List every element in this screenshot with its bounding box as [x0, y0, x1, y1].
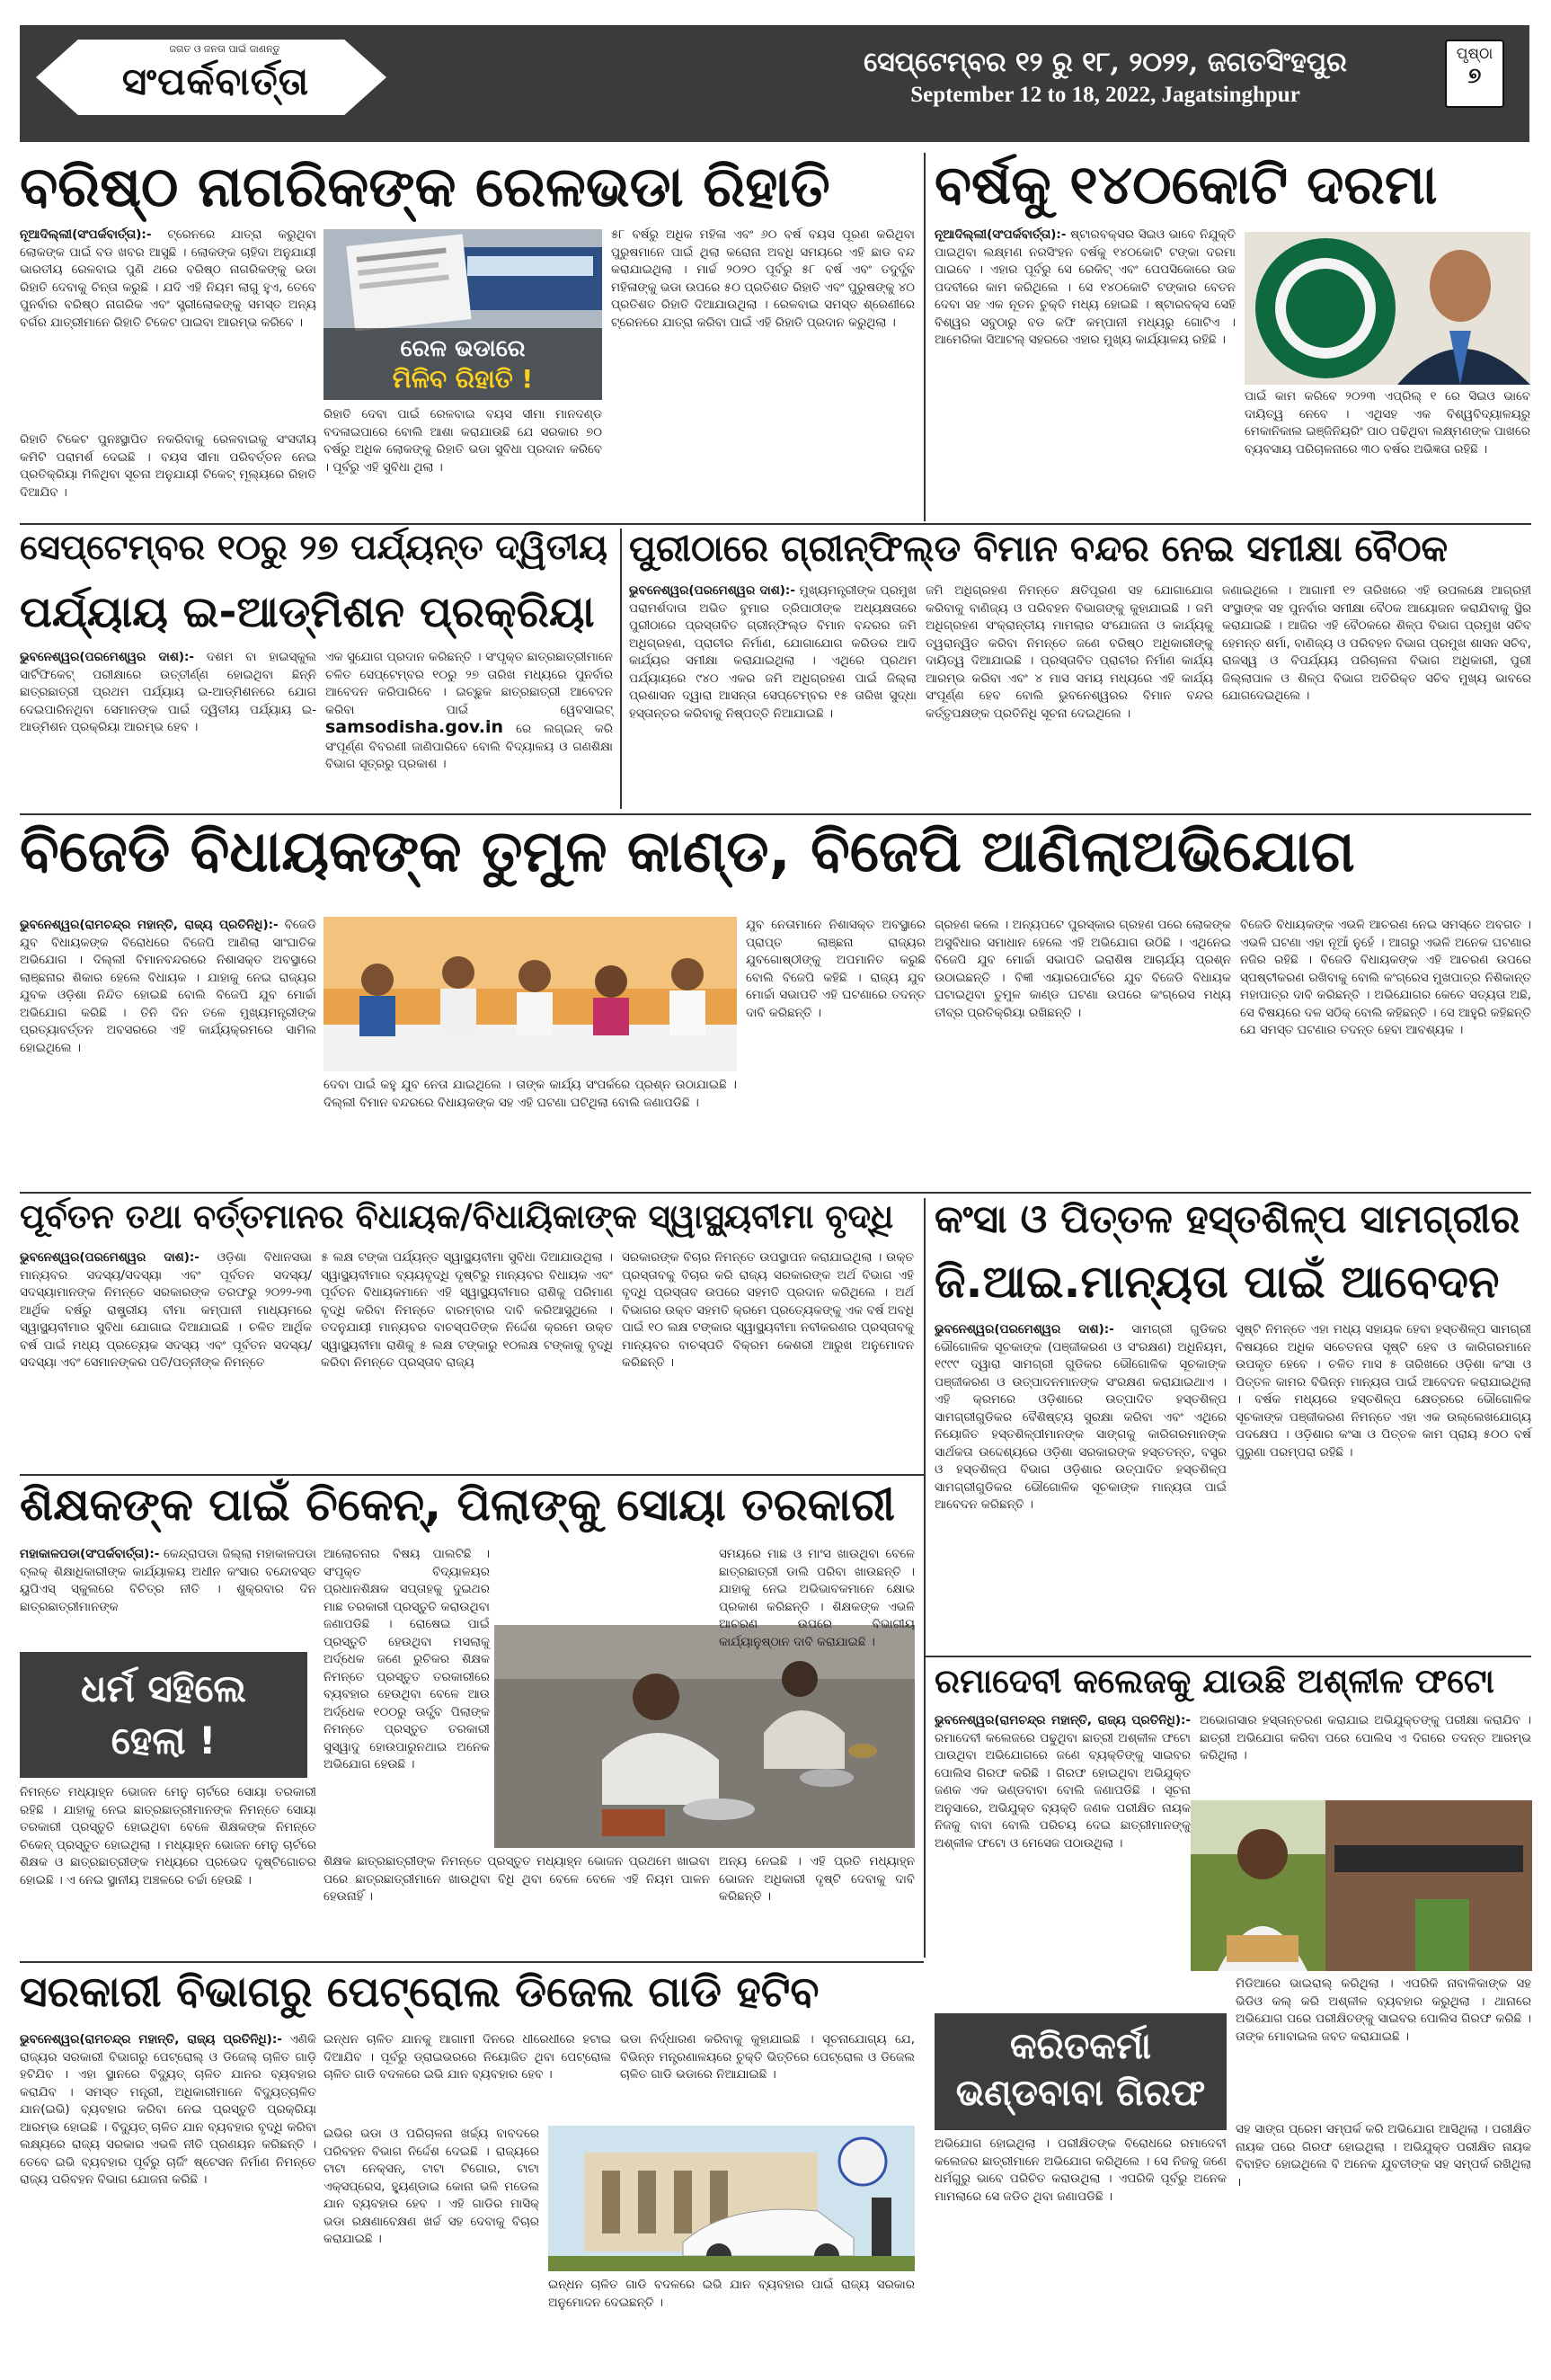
airport-col1: ଭୁବନେଶ୍ୱର(ପରମେଶ୍ୱର ଦାଶ):- ମୁଖ୍ୟମନ୍ତ୍ରୀଙ୍କ ପ୍ରମୁଖ ପରାମର୍ଶଦାତା ଅଭିତ ବୁମାର ତ୍ରିପାଠୀଙ୍କ ଅଧ୍ୟକ୍ଷତାରେ ପୁରୀଠାରେ ପ୍ରସ୍ତାବିତ ଗ୍ରୀନ୍‌ଫିଲ୍ଡ ବିମାନ ବନ୍ଦରର ଜମି ଅଧିଗ୍ରହଣ, ପ୍ରାଚୀର ନିର୍ମାଣ, ଯୋଗାଯୋଗ କରିଡର ଆଦି କାର୍ଯ୍ୟର ସମୀକ୍ଷା କରାଯାଇଥିଲା । ଏଥିରେ ପ୍ରଥମ ପର୍ଯ୍ୟାୟରେ ୯୪୦ ଏକର ଜମି ଅଧିଗ୍ରହଣ ପାଇଁ ଜିଲ୍ଲା ପ୍ରଶାସନ ଦ୍ୱାରା ଆସନ୍ତା ସେପ୍ଟେମ୍ବର ୧୫ ତାରିଖ ସୁଦ୍ଧା ହସ୍ତାନ୍ତର କରିବାକୁ ନିଷ୍ପତ୍ତି ନିଆଯାଇଛି ।	[629, 583, 917, 721]
headline-insurance: ପୂର୍ବତନ ତଥା ବର୍ତ୍ତମାନର ବିଧାୟକ/ବିଧାୟିକାଙ୍କ ସ୍ୱାସ୍ଥ୍ୟବୀମା ବୃଦ୍ଧି	[20, 1197, 894, 1236]
chicken-badge-line2: ହେଲା !	[111, 1718, 217, 1763]
chicken-col3b: ଅନ୍ୟ ନେଇଛି । ଏହି ପ୍ରତି ମଧ୍ୟାହ୍ନ ଭୋଜନ ଅଧିକାରୀ ଦୃଷ୍ଟି ଦେବାକୁ ଦାବି କରିଛନ୍ତି ।	[719, 1854, 915, 1904]
column-divider	[924, 1198, 926, 1958]
section-rule	[20, 813, 1531, 815]
chicken-col1: ମହାକାଳପଡା(ସଂପର୍କବାର୍ତ୍ତା):- କେନ୍ଦ୍ରାପଡା ଜିଲ୍ଲା ମହାକାଳପଡା ବ୍ଲକ୍ ଶିକ୍ଷାଧିକାରୀଙ୍କ କାର୍ଯ୍ୟାଳୟ ଅଧୀନ କଂସାର ବନ୍ଦୋବସ୍ତ ୟୁପିଏସ୍ ସ୍କୁଲରେ ବିଚିତ୍ର ନୀତି । ଶୁକ୍ରବାର ଦିନ ଛାତ୍ରଛାତ୍ରୀମାନଙ୍କ	[20, 1547, 316, 1614]
ramadevi-col4: ଅଭିଯୋଗ ହୋଇଥିଲା । ପରୀକ୍ଷିତଙ୍କ ବିରୋଧରେ ରମାଦେବୀ କଲେଜର ଛାତ୍ରୀମାନେ ଅଭିଯୋଗ କରିଥିଲେ । ସେ ନିଜକୁ ଜଣେ ଧର୍ମଗୁରୁ ଭାବେ ପରିଚିତ କରାଉଥିଲା । ଏପରିକି ପୂର୍ବରୁ ଅନେକ ମାମଲାରେ ସେ ଜଡିତ ଥିବା ଜଣାପଡିଛି ।	[935, 2136, 1227, 2204]
electric-vehicle-photo	[548, 2126, 915, 2271]
section-rule	[20, 1961, 924, 1963]
headline-admission-2: ପର୍ଯ୍ୟାୟ ଇ-ଆଡ୍‌ମିଶନ ପ୍ରକ୍ରିୟା	[20, 587, 595, 637]
chicken-badge-line1: ଧର୍ମ ସହିଲେ	[81, 1666, 246, 1710]
rail-photo-caption-2: ମିଳିବ ରିହାତି !	[392, 364, 534, 394]
column-divider	[924, 153, 926, 521]
petrol-col1: ଭୁବନେଶ୍ୱର(ରାମଚନ୍ଦ୍ର ମହାନ୍ତି, ରାଜ୍ୟ ପ୍ରତିନିଧି):- ଏଣିକି ରାଜ୍ୟର ସରକାରୀ ବିଭାଗରୁ ପେଟ୍ରୋଲ୍ ଓ ଡିଜେଲ୍ ଚାଳିତ ଗାଡ଼ି ହଟିଯିବ । ଏହା ସ୍ଥାନରେ ବିଦ୍ୟୁତ୍ ଚାଳିତ ଯାନର ବ୍ୟବହାର କରାଯିବ । ସମସ୍ତ ମନ୍ତ୍ରୀ, ଅଧିକାରୀମାନେ ବିଦ୍ୟୁତ୍‌ଚାଳିତ ଯାନ(ଇଭି) ବ୍ୟବହାର କରିବା ନେଇ ପ୍ରସ୍ତୁତି ପ୍ରକ୍ରିୟା ଆରମ୍ଭ ହୋଇଛି । ବିଦ୍ୟୁତ୍ ଚାଳିତ ଯାନ ବ୍ୟବହାର ବୃଦ୍ଧି କରିବା ଲକ୍ଷ୍ୟରେ ରାଜ୍ୟ ସରକାର ଏଭଳି ନୀତି ପ୍ରଣୟନ କରିଛନ୍ତି । ତେବେ ଇଭି ବ୍ୟବହାର ପୂର୍ବରୁ ଚାର୍ଜିଂ ଷ୍ଟେସନ ନିର୍ମାଣ ନିମନ୍ତେ ରାଜ୍ୟ ପରିବହନ ବିଭାଗ ଯୋଜନା କରିଛି ।	[20, 2032, 316, 2187]
headline-petrol: ସରକାରୀ ବିଭାଗରୁ ପେଟ୍ରୋଲ ଡିଜେଲ ଗାଡି ହଟିବ	[20, 1967, 820, 2017]
headline-chicken: ଶିକ୍ଷକଙ୍କ ପାଇଁ ଚିକେନ୍, ପିଲାଙ୍କୁ ସୋୟା ତରକାରୀ	[20, 1479, 895, 1531]
column-divider	[620, 528, 622, 809]
insurance-col2: ୫ ଲକ୍ଷ ଟଙ୍କା ପର୍ଯ୍ୟନ୍ତ ସ୍ୱାସ୍ଥ୍ୟବୀମା ସୁବିଧା ଦିଆଯାଉଥିଲା । ସ୍ୱାସ୍ଥ୍ୟବୀମାର ବ୍ୟୟବୃଦ୍ଧି ଦୃଷ୍ଟିରୁ ମାନ୍ୟବର ବିଧାୟକ ଏବଂ ପୂର୍ବତନ ବିଧାୟକମାନେ ଏହି ସ୍ୱାସ୍ଥ୍ୟବୀମାର ରାଶିକୁ ପରିମାଣ ବୃଦ୍ଧି କରିବା ନିମନ୍ତେ ବାରମ୍ବାର ଦାବି କରିଆସୁଥିଲେ । ତଦନୁଯାୟୀ ମାନ୍ୟବର ବାଚସ୍ପତିଙ୍କ ନିର୍ଦ୍ଦେଶ କ୍ରମେ ଉକ୍ତ ସ୍ୱାସ୍ଥ୍ୟବୀମା ରାଶିକୁ ୫ ଲକ୍ଷ ଟଙ୍କାରୁ ୧୦ଲକ୍ଷ ଟଙ୍କାକୁ ବୃଦ୍ଧି କରିବା ନିମନ୍ତେ ପ୍ରସ୍ତାବ ରାଜ୍ୟ	[321, 1250, 613, 1370]
petrol-col2: ଇନ୍ଧନ ଚାଳିତ ଯାନକୁ ଆଗାମୀ ଦିନରେ ଧୀରେଧୀରେ ହଟାଇ ଦିଆଯିବ । ପୂର୍ବରୁ ଡ୍ରାଇଭରରେ ନିୟୋଜିତ ଥିବା ପେଟ୍ରୋଲ ଚାଳିତ ଗାଡି ବଦଳରେ ଇଭି ଯାନ ବ୍ୟବହାର ହେବ ।	[323, 2032, 611, 2082]
rail-col1: ନୂଆଦିଲ୍ଲୀ(ସଂପର୍କବାର୍ତ୍ତା):- ଟ୍ରେନରେ ଯାତ୍ରା କରୁଥିବା ଲୋକଙ୍କ ପାଇଁ ବଡ ଖବର ଆସୁଛି । ଲୋକଙ୍କ ଚାହିଦା ଅନୁଯାୟୀ ଭାରତୀୟ ରେଳବାଇ ପୁଣି ଥରେ ବରିଷ୍ଠ ନାଗରିକଙ୍କୁ ଭଡା ରିହାତି ଦେବାକୁ ଚିନ୍ତା କରୁଛି । ଯଦି ଏହି ନିୟମ ଲାଗୁ ହୁଏ, ତେବେ ପୁନର୍ବାର ବରିଷ୍ଠ ନାଗରିକ ଏବଂ ସ୍ତ୍ରୀଲୋକଙ୍କୁ ସମସ୍ତ ଅନ୍ୟ ବର୍ଗର ଯାତ୍ରୀମାନେ ରିହାତି ଟିକେଟ ପାଇବା ଆରମ୍ଭ କରିବେ ।	[20, 227, 316, 330]
page-number: ୭	[1467, 63, 1482, 88]
gi-col1: ଭୁବନେଶ୍ୱର(ପରମେଶ୍ୱର ଦାଶ):- ସାମଗ୍ରୀ ଗୁଡିକର ଭୌଗୋଳିକ ସୂଚକାଙ୍କ (ପଞ୍ଜୀକରଣ ଓ ସଂରକ୍ଷଣ) ଅଧିନିୟମ, ୧୯୯୯ ଦ୍ୱାରା ସାମଗ୍ରୀ ଗୁଡିକର ଭୌଗୋଳିକ ସୂଚକାଙ୍କ ପଞ୍ଜୀକରଣ ଓ ଉତ୍ପାଦନମାନଙ୍କ ସଂରକ୍ଷଣ କରାଯାଇଥାଏ । ଏହି କ୍ରମରେ ଓଡ଼ିଶାରେ ଉତ୍ପାଦିତ ହସ୍ତଶିଳ୍ପ ସାମଗ୍ରୀଗୁଡିକର ବୈଶିଷ୍ଟ୍ୟ ସୁରକ୍ଷା କରିବା ଏବଂ ଏଥିରେ ନିୟୋଜିତ ହସ୍ତଶିଳ୍ପୀମାନଙ୍କ ସାଙ୍ଗକୁ କାରିଗରମାନଙ୍କ ସାର୍ଥକତା ଉଦ୍ଦେଶ୍ୟରେ ଓଡ଼ିଶା ସରକାରଙ୍କ ହସ୍ତତନ୍ତ, ବସ୍ତ୍ର ଓ ହସ୍ତଶିଳ୍ପ ବିଭାଗ ଓଡ଼ିଶାର ଉତ୍ପାଦିତ ହସ୍ତଶିଳ୍ପ ସାମଗ୍ରୀଗୁଡିକର ଭୌଗୋଳିକ ସୂଚକାଙ୍କ ମାନ୍ୟତା ପାଇଁ ଆବେଦନ କରିଛନ୍ତି ।	[935, 1322, 1227, 1512]
rail-photo-caption-1: ରେଳ ଭଡାରେ	[400, 335, 526, 362]
salary-photo	[1245, 232, 1530, 385]
bjd-press-photo	[323, 917, 737, 1071]
bjd-col1: ଭୁବନେଶ୍ୱର(ରାମଚନ୍ଦ୍ର ମହାନ୍ତି, ରାଜ୍ୟ ପ୍ରତିନିଧି):- ବିଜେଡି ଯୁବ ବିଧାୟକଙ୍କ ବିରୋଧରେ ବିଜେପି ଆଣିଲା ସାଂଘାତିକ ଅଭିଯୋଗ । ଦିଲ୍ଲୀ ବିମାନବନ୍ଦରରେ ନିଶାସକ୍ତ ଅବସ୍ଥାରେ ଲାଞ୍ଛନାର ଶିକାର ହେଲେ ବିଧାୟକ । ଯାହାକୁ ନେଇ ରାଜ୍ୟର ଯୁବକ ଓଡ଼ିଶା ନିନ୍ଦିତ ହୋଇଛି ବୋଲି ବିଜେପି ଯୁବ ମୋର୍ଚ୍ଚା ଅଭିଯୋଗ କରିଛି । ତିନି ଦିନ ତଳେ ମୁଖ୍ୟମନ୍ତ୍ରୀଙ୍କ ପ୍ରତ୍ୟାବର୍ତ୍ତନ ଅବସରରେ ଏହି କାର୍ଯ୍ୟକ୍ରମରେ ସାମିଲ ହୋଇଥିଲେ ।	[20, 918, 316, 1055]
bjd-col4: ବିଜେଡି ବିଧାୟକଙ୍କ ଏଭଳି ଆଚରଣ ନେଇ ସମସ୍ତେ ଅବଗତ । ଏଭଳି ଘଟଣା ଏହା ନୂଆଁ ନୁହେଁ । ଆଗରୁ ଏଭଳି ଅନେକ ଘଟଣାର ନଜିର ରହିଛି । ବିଜେଡି ବିଧାୟକଙ୍କ ଏହି ଆଚରଣ ଉପରେ ସ୍ପଷ୍ଟୀକରଣ ରଖିବାକୁ ବୋଲି କଂଗ୍ରେସ ମୁଖପାତ୍ର ନିଶିକାନ୍ତ ମହାପାତ୍ର ଦାବି କରିଛନ୍ତି । ଅଭିଯୋଗର କେତେ ସତ୍ୟତା ଅଛି, ସେ ବିଷୟରେ ଦଳ ସଠିକ୍ ବୋଲି କହିଛନ୍ତି । ସେ ଆହୁରି କହିଛନ୍ତି ଯେ ସମସ୍ତ ଘଟଣାର ତଦନ୍ତ ହେବା ଆବଶ୍ୟକ ।	[1240, 918, 1531, 1037]
date-english: September 12 to 18, 2022, Jagatsinghpur	[910, 83, 1300, 107]
petrol-col3: ଭଡା ନିର୍ଦ୍ଧାରଣ କରିବାକୁ କୁହାଯାଇଛି । ସୂଚନାଯୋଗ୍ୟ ଯେ, ବିଭିନ୍ନ ମନ୍ତ୍ରଣାଳୟରେ ଚୁକ୍ତି ଭିତ୍ତିରେ ପେଟ୍ରୋଲ ଓ ଡିଜେଲ ଚାଳିତ ଗାଡି ଭଡାରେ ନିଆଯାଇଛି ।	[620, 2032, 915, 2082]
page-label: ପୃଷ୍ଠା	[1456, 45, 1493, 63]
headline-bjd: ବିଜେଡି ବିଧାୟକଙ୍କ ତୁମୁଳ କାଣ୍ଡ, ବିଜେପି ଆଣିଲାଅଭିଯୋଗ	[20, 819, 1355, 885]
headline-ramadevi: ରମାଦେବୀ କଲେଜକୁ ଯାଉଛି ଅଶ୍ଳୀଳ ଫଟୋ	[935, 1662, 1494, 1701]
rail-col1b: ରିହାତି ଟିକେଟ ପୁନଃସ୍ଥାପିତ ନକରିବାକୁ ରେଳବାଇକୁ ସଂସଦୀୟ କମିଟି ପରାମର୍ଶ ଦେଇଛି । ବୟସ ସୀମା ପରିବର୍ତ୍ତନ ନେଇ ପ୍ରତିକ୍ରିୟା ମିଳିଥିବା ସୂଚନା ଅନୁଯାୟୀ ଟିକେଟ୍ ମୂଲ୍ୟରେ ରିହାତି ଦିଆଯିବ ।	[20, 432, 316, 500]
admission-col2: ଏକ ସୁଯୋଗ ପ୍ରଦାନ କରିଛନ୍ତି । ସଂପୃକ୍ତ ଛାତ୍ରଛାତ୍ରୀମାନେ ଚଳିତ ସେପ୍ଟେମ୍ବର ୧୦ରୁ ୨୭ ତାରିଖ ମଧ୍ୟରେ ପୁନର୍ବାର ଆବେଦନ କରିପାରିବେ । ଇଚ୍ଛୁକ ଛାତ୍ରଛାତ୍ରୀ ଆବେଦନ କରିବା ପାଇଁ ୱେବସାଇଟ୍ samsodisha.gov.in ରେ ଲଗ୍‌ଇନ୍ କରି ସଂପୂର୍ଣ୍ଣ ବିବରଣୀ ଜାଣିପାରିବେ ବୋଲି ବିଦ୍ୟାଳୟ ଓ ଗଣଶିକ୍ଷା ବିଭାଗ ସୂତ୍ରରୁ ପ୍ରକାଶ ।	[325, 650, 614, 771]
admission-website: samsodisha.gov.in	[325, 717, 504, 737]
gi-col2: ସୃଷ୍ଟି ନିମନ୍ତେ ଏହା ମଧ୍ୟ ସହାୟକ ହେବା ହସ୍ତଶିଳ୍ପ ସାମଗ୍ରୀ ବିଷୟରେ ଅଧିକ ସଚେତନତା ସୃଷ୍ଟି ହେବ ଓ କାରିଗରମାନେ ଉପକୃତ ହେବେ । ଚଳିତ ମାସ ୫ ତାରିଖରେ ଓଡ଼ିଶା କଂସା ଓ ପିତ୍ତଳ କାମର ବିଭିନ୍ନ ମାନ୍ୟତା ପାଇଁ ଆବେଦନ କରାଯାଇଥିଲା । ବର୍ଷକ ମଧ୍ୟରେ ହସ୍ତଶିଳ୍ପ କ୍ଷେତ୍ରରେ ଭୌଗୋଳିକ ସୂଚକାଙ୍କ ପଞ୍ଜୀକରଣ ନିମନ୍ତେ ଏହା ଏକ ଉଲ୍ଲେଖଯୋଗ୍ୟ ପଦକ୍ଷେପ । ଓଡ଼ିଶାର କଂସା ଓ ପିତ୍ତଳ କାମ ପ୍ରାୟ ୫୦୦ ବର୍ଷ ପୁରୁଣା ପରମ୍ପରା ରହିଛି ।	[1236, 1322, 1531, 1460]
petrol-photo	[548, 2126, 915, 2271]
headline-gi-2: ଜି.ଆଇ.ମାନ୍ୟତା ପାଇଁ ଆବେଦନ	[935, 1256, 1500, 1308]
children-eating-photo	[494, 1625, 915, 1848]
insurance-col3: ସରକାରଙ୍କ ବିଚାର ନିମନ୍ତେ ଉପସ୍ଥାପନ କରାଯାଇଥିଲା । ଉକ୍ତ ପ୍ରସ୍ତାବକୁ ବିଚାର କରି ରାଜ୍ୟ ସରକାରଙ୍କ ଅର୍ଥ ବିଭାଗ ଏହି ବୃଦ୍ଧି ପ୍ରସ୍ତାବ ଉପରେ ସହମତି ପ୍ରଦାନ କରିଥିଲେ । ଅର୍ଥ ବିଭାଗର ଉକ୍ତ ସହମତି କ୍ରମେ ପ୍ରତ୍ୟେକଙ୍କୁ ଏକ ବର୍ଷ ଅବଧି ପାଇଁ ୧୦ ଲକ୍ଷ ଟଙ୍କାର ସ୍ୱାସ୍ଥ୍ୟବୀମା ନବୀକରଣର ପ୍ରସ୍ତାବକୁ ମାନ୍ୟବର ବାଚସ୍ପତି ବିକ୍ରମ କେଶରୀ ଆରୁଖ ଅନୁମୋଦନ କରିଛନ୍ତି ।	[622, 1250, 914, 1370]
ramadevi-col2: ଅଭୋଗସାର ହସ୍ତାନ୍ତରଣ କରାଯାଇ ଅଭିଯୁକ୍ତଙ୍କୁ ପରୀକ୍ଷା କରାଯିବ । ଛାତ୍ରୀ ଅଭିଯୋଗ କରିବା ପରେ ପୋଲିସ ଏ ଦିଗରେ ତଦନ୍ତ ଆରମ୍ଭ କରିଥିଲା ।	[1200, 1713, 1531, 1763]
ramadevi-col5: ସହ ସାଙ୍ଗ ପ୍ରେମ ସମ୍ପର୍କ କରି ଅଭିଯୋଗ ଆସିଥିଲା । ପରୀକ୍ଷିତ ନାୟକ ପରେ ଗିରଫ ହୋଇଥିଲା । ଅଭିଯୁକ୍ତ ପରୀକ୍ଷିତ ନାୟକ ବିବାହିତ ହୋଇଥିଲେ ବି ଅନେକ ଯୁବତୀଙ୍କ ସହ ସମ୍ପର୍କ ରଖିଥିଲା ।	[1236, 2122, 1531, 2189]
ramadevi-col3: ମିଡିଆରେ ଭାଇରାଲ୍ କରିଥିଲା । ଏପରିକି ନାବାଳିକାଙ୍କ ସହ ଭିଡିଓ କଲ୍ କରି ଅଶ୍ଳୀଳ ବ୍ୟବହାର କରୁଥିଲା । ଥାନାରେ ଅଭିଯୋଗ ପରେ ପରୀକ୍ଷିତଙ୍କୁ ସାଇବର ପୋଲିସ ଗିରଫ କରିଛି । ତାଙ୍କ ମୋବାଇଲ ଜବତ କରାଯାଇଛି ।	[1236, 1976, 1531, 2044]
page-number-box	[1445, 40, 1504, 108]
petrol-col2b: ଇଭିର ଭଡା ଓ ପରିଚାଳନା ଖର୍ଚ୍ଚ୍ୟ ବାବଦରେ ପରିବହନ ବିଭାଗ ନିର୍ଦ୍ଦେଶ ଦେଇଛି । ରାଜ୍ୟରେ ଟାଟା ନେକ୍ସନ୍, ଟାଟା ଟିଗୋର, ଟାଟା ଏକ୍ସପ୍ରେସ, ହ୍ୟୁଣ୍ଡାଇ କୋନା ଭଳି ମଡେଲ ଯାନ ବ୍ୟବହାର ହେବ । ଏହି ଗାଡିର ମାସିକ୍ ଭଡା ରକ୍ଷଣାବେକ୍ଷଣ ଖର୍ଚ୍ଚ ସହ ଦେବାକୁ ବିଚାର କରାଯାଇଛି ।	[323, 2127, 539, 2246]
ramadevi-photo	[1191, 1800, 1532, 1971]
headline-salary: ବର୍ଷକୁ ୧୪୦କୋଟି ଦରମା	[935, 154, 1438, 217]
section-rule	[20, 1192, 1531, 1194]
chicken-photo	[494, 1625, 915, 1848]
section-rule	[926, 1656, 1531, 1657]
airport-col3: ଜଣାଇଥିଲେ । ଆଗାମୀ ୧୨ ତାରିଖରେ ଏହି ଉପଲକ୍ଷେ ଆଗ୍ରହୀ ସଂସ୍ଥାଙ୍କ ସହ ପୁନର୍ବାର ସମୀକ୍ଷା ବୈଠକ ଆୟୋଜନ କରାଯିବାକୁ ସ୍ଥିର କରାଯାଇଛି । ଆଜିର ଏହି ବୈଠକରେ ଶିଳ୍ପ ବିଭାଗ ପ୍ରମୁଖ ସଚିବ ହେମନ୍ତ ଶର୍ମା, ବାଣିଜ୍ୟ ଓ ପରିବହନ ବିଭାଗ ପ୍ରମୁଖ ଶାସନ ସଚିବ, ରାଜସ୍ୱ ଓ ବିପର୍ଯ୍ୟୟ ପରିଚାଳନା ବିଭାଗ ଅଧିକାରୀ, ପୁରୀ ଜିଲ୍ଲାପାଳ ଓ ଶିଳ୍ପ ବିଭାଗ ଅତିରିକ୍ତ ସଚିବ ମୁଖ୍ୟ ଭାବରେ ଯୋଗଦେଇଥିଲେ ।	[1222, 583, 1531, 703]
rail-photo	[323, 229, 602, 400]
salary-col1: ନୂଆଦିଲ୍ଲୀ(ସଂପର୍କବାର୍ତ୍ତା):- ଷ୍ଟାରବକ୍ସର ସିଇଓ ଭାବେ ନିଯୁକ୍ତି ପାଇଥିବା ଲକ୍ଷ୍ମଣ ନରସିଂହନ ବର୍ଷକୁ ୧୪୦କୋଟି ଟଙ୍କା ଦରମା ପାଇବେ । ଏହାର ପୂର୍ବରୁ ସେ ରେକିଟ୍ ଏବଂ ପେପସିକୋରେ ଉଚ୍ଚ ପଦବୀରେ କାମ କରିଥିଲେ । ସେ ୧୪୦କୋଟି ଟଙ୍କାର ବେତନ ଦେବା ସହ ଏକ ନୂତନ ଚୁକ୍ତି ମଧ୍ୟ ହୋଇଛି । ଷ୍ଟାରବକ୍ସ ସେହି ବିଶ୍ୱର ସବୁଠାରୁ ବଡ କଫି କମ୍ପାନୀ ମଧ୍ୟରୁ ଗୋଟିଏ । ଆମେରିକା ସିଆଟଲ୍ ସହରରେ ଏହାର ମୁଖ୍ୟ କାର୍ଯ୍ୟାଳୟ ରହିଛି ।	[935, 227, 1236, 347]
bjd-col1b: ଦେବା ପାଇଁ କହୁ ଯୁବ ନେତା ଯାଇଥିଲେ । ତାଙ୍କ କାର୍ଯ୍ୟ ସଂପର୍କରେ ପ୍ରଶ୍ନ ଉଠାଯାଇଛି । ଦିଲ୍ଲୀ ବିମାନ ବନ୍ଦରରେ ବିଧାୟକଙ୍କ ସହ ଏହି ଘଟଣା ଘଟିଥିଲା ବୋଲି ଜଣାପଡିଛି ।	[323, 1078, 737, 1110]
baba-arrest-photo	[1191, 1800, 1532, 1971]
newspaper-logo: ସଂପର୍କବାର୍ତ୍ତା	[121, 59, 310, 103]
ramadevi-badge	[935, 2013, 1227, 2130]
headline-gi-1: କଂସା ଓ ପିତ୍ତଳ ହସ୍ତଶିଳ୍ପ ସାମଗ୍ରୀର	[935, 1197, 1520, 1242]
ramadevi-col1: ଭୁବନେଶ୍ୱର(ରାମଚନ୍ଦ୍ର ମହାନ୍ତି, ରାଜ୍ୟ ପ୍ରତିନିଧି):- ରମାଦେବୀ କଲେଜରେ ପଢୁଥିବା ଛାତ୍ରୀ ଅଶ୍ଳୀଳ ଫଟୋ ପାଉଥିବା ଅଭିଯୋଗରେ ଜଣେ ବ୍ୟକ୍ତିଙ୍କୁ ସାଇବର ପୋଲିସ ଗିରଫ କରିଛି । ଗିରଫ ହୋଇଥିବା ଅଭିଯୁକ୍ତ ଜଣକ ଏକ ଭଣ୍ଡବାବା ବୋଲି ଜଣାପଡିଛି । ସୂଚନା ଅନୁସାରେ, ଅଭିଯୁକ୍ତ ବ୍ୟକ୍ତି ଜଣକ ପରୀକ୍ଷିତ ନାୟକ ନିଜକୁ ବାବା ବୋଲି ପରିଚୟ ଦେଇ ଛାତ୍ରୀମାନଙ୍କୁ ଅଶ୍ଳୀଳ ଫଟୋ ଓ ମେସେଜ ପଠାଉଥିଲା ।	[935, 1713, 1192, 1851]
headline-airport: ପୁରୀଠାରେ ଗ୍ରୀନ୍‌ଫିଲ୍ଡ ବିମାନ ବନ୍ଦର ନେଇ ସମୀକ୍ଷା ବୈଠକ	[629, 528, 1449, 570]
insurance-col1: ଭୁବନେଶ୍ୱର(ପରମେଶ୍ୱର ଦାଶ):- ଓଡ଼ିଶା ବିଧାନସଭା ମାନ୍ୟବର ସଦସ୍ୟ/ସଦସ୍ୟା ଏବଂ ପୂର୍ବତନ ସଦସ୍ୟ/ସଦସ୍ୟାମାନଙ୍କ ନିମନ୍ତେ ସରକାରଙ୍କ ତରଫରୁ ୨୦୨୨-୨୩ ଆର୍ଥିକ ବର୍ଷରୁ ରାଷ୍ଟ୍ରୀୟ ବୀମା କମ୍ପାନୀ ମାଧ୍ୟମରେ ସ୍ୱାସ୍ଥ୍ୟବୀମାର ସୁବିଧା ଯୋଗାଇ ଦିଆଯାଇଛି । ଚଳିତ ଆର୍ଥିକ ବର୍ଷ ପାଇଁ ମଧ୍ୟ ପ୍ରତ୍ୟେକ ସଦସ୍ୟ ଏବଂ ପୂର୍ବତନ ସଦସ୍ୟ/ସଦସ୍ୟା ଏବଂ ସେମାନଙ୍କର ପତି/ପତ୍ନୀଙ୍କ ନିମନ୍ତେ	[20, 1250, 312, 1370]
ramadevi-badge-line2: ଭଣ୍ଡବାବା ଗିରଫ	[955, 2073, 1206, 2114]
salary-col2: ପାଇଁ କାମ କରିବେ ୨୦୨୩ ଏପ୍ରିଲ୍ ୧ ରେ ସିଇଓ ଭାବେ ଦାୟିତ୍ୱ ନେବେ । ଏଥିସହ ଏକ ବିଶ୍ୱବିଦ୍ୟାଳୟରୁ ମେକାନିକାଲ ଇଞ୍ଜିନିୟରିଂ ପାଠ ପଢିଥିବା ଲକ୍ଷ୍ମଣଙ୍କ ପାଖରେ ବ୍ୟବସାୟ ପରିଚାଳନାରେ ୩୦ ବର୍ଷର ଅଭିଜ୍ଞତା ରହିଛି ।	[1245, 389, 1530, 457]
rail-col2: ୫୮ ବର୍ଷରୁ ଅଧିକ ମହିଳା ଏବଂ ୬୦ ବର୍ଷ ବୟସ ପୂରଣ କରିଥିବା ପୁରୁଷମାନେ ପାଇଁ ଥିଲା କରୋନା ଅବଧି ସମୟରେ ଏହି ଛାଡ ବନ୍ଦ କରାଯାଇଥିଲା । ମାର୍ଚ୍ଚ ୨୦୨୦ ପୂର୍ବରୁ ୫୮ ବର୍ଷ ଏବଂ ତଦୁର୍ଦ୍ଧ୍ବ ମହିଳାଙ୍କୁ ଭଡା ଉପରେ ୫୦ ପ୍ରତିଶତ ରିହାତି ଏବଂ ପୁରୁଷଙ୍କୁ ୪୦ ପ୍ରତିଶତ ରିହାତି ଦିଆଯାଉଥିଲା । ରେଳବାଇ ସମସ୍ତ ଶ୍ରେଣୀରେ ଟ୍ରେନରେ ଯାତ୍ରା କରିବା ପାଇଁ ଏହି ରିହାତି ପ୍ରଦାନ କରୁଥିଲା ।	[611, 227, 915, 330]
date-odia: ସେପ୍ଟେମ୍ବର ୧୨ ରୁ ୧୮, ୨୦୨୨, ଜଗତସିଂହପୁର	[864, 47, 1347, 78]
petrol-col3b: ଇନ୍ଧନ ଚାଳିତ ଗାଡି ବଦଳରେ ଇଭି ଯାନ ବ୍ୟବହାର ପାଇଁ ରାଜ୍ୟ ସରକାର ଅନୁମୋଦନ ଦେଇଛନ୍ତି ।	[548, 2278, 915, 2310]
headline-admission-1: ସେପ୍ଟେମ୍ବର ୧୦ରୁ ୨୭ ପର୍ଯ୍ୟନ୍ତ ଦ୍ୱିତୀୟ	[20, 528, 608, 568]
starbucks-ceo-photo	[1245, 232, 1530, 385]
rail-col1c: ରିହାତି ଦେବା ପାଇଁ ରେଳବାଇ ବୟସ ସୀମା ମାନଦଣ୍ଡ ବଦଳାଇପାରେ ବୋଲି ଆଶା କରାଯାଉଛି ଯେ ସରକାର ୭୦ ବର୍ଷରୁ ଅଧିକ ଲୋକଙ୍କୁ ରିହାତି ଭଡା ସୁବିଧା ପ୍ରଦାନ କରିବେ । ପୂର୍ବରୁ ଏହି ସୁବିଧା ଥିଲା ।	[323, 407, 602, 475]
airport-col2: ଜମି ଅଧିଗ୍ରହଣ ନିମନ୍ତେ କ୍ଷତିପୂରଣ ସହ ଯୋଗାଯୋଗ କରିବାକୁ ବାଣିଜ୍ୟ ଓ ପରିବହନ ବିଭାଗଙ୍କୁ କୁହାଯାଇଛି । ଜମି ଅଧିଗ୍ରହଣ ସଂକ୍ରାନ୍ତୀୟ ମାମଲାର ସଂଯୋଜନା ଓ କାର୍ଯ୍ୟକୁ ତ୍ୱରାନ୍ୱିତ କରିବା ନିମନ୍ତେ ଜଣେ ବରିଷ୍ଠ ଅଧିକାରୀଙ୍କୁ ଦାୟିତ୍ୱ ଦିଆଯାଇଛି । ପ୍ରସ୍ତାବିତ ପ୍ରାଚୀର ନିର୍ମାଣ କାର୍ଯ୍ୟ ଆରମ୍ଭ କରିବା ଏବଂ ୪ ମାସ ସମୟ ମଧ୍ୟରେ ଏହି କାର୍ଯ୍ୟ ସଂପୂର୍ଣ୍ଣ ହେବ ବୋଲି ଭୁବନେଶ୍ୱରର ବିମାନ ବନ୍ଦର କର୍ତ୍ତୃପକ୍ଷଙ୍କ ପ୍ରତିନିଧି ସୂଚନା ଦେଇଥିଲେ ।	[926, 583, 1213, 721]
headline-rail: ବରିଷ୍ଠ ନାଗରିକଙ୍କ ରେଳଭଡା ରିହାତି	[20, 154, 830, 219]
section-rule	[20, 523, 1531, 525]
bjd-col3: ଗ୍ରହଣ କଲେ । ଅନ୍ୟପଟେ ପୁରସ୍କାର ଗ୍ରହଣ ପରେ ଲୋକଙ୍କ ଅସୁବିଧାର ସମାଧାନ ହେଲେ ଏହି ଅଭିଯୋଗ ଉଠିଛି । ଏଥିନେଇ ବିଜେପି ଯୁବ ମୋର୍ଚ୍ଚା ସଭାପତି ଇରାଶିଷ ଆଚାର୍ଯ୍ୟ ପ୍ରଶ୍ନ ଉଠାଇଛନ୍ତି । ବିଜ୍ଞୀ ଏୟାରପୋର୍ଟରେ ଯୁବ ବିଜେଡି ବିଧାୟକ ଘଟାଇଥିବା ତୁମୁଳ କାଣ୍ଡ ଘଟଣା ଉପରେ କଂଗ୍ରେସ ମଧ୍ୟ ତୀବ୍ର ପ୍ରତିକ୍ରିୟା ରଖିଛନ୍ତି ।	[935, 918, 1231, 1020]
section-rule	[20, 1474, 924, 1476]
chicken-col1b: ନିମନ୍ତେ ମଧ୍ୟାହ୍ନ ଭୋଜନ ମେନୁ ଚାର୍ଟରେ ସୋୟା ତରକାରୀ ରହିଛି । ଯାହାକୁ ନେଇ ଛାତ୍ରଛାତ୍ରୀମାନଙ୍କ ନିମନ୍ତେ ସୋୟା ତରକାରୀ ପ୍ରସ୍ତୁତି ହୋଇଥିବା ବେଳେ ଶିକ୍ଷକଙ୍କ ନିମନ୍ତେ ଚିକେନ୍ ପ୍ରସ୍ତୁତ ହୋଇଥିଲା । ମଧ୍ୟାହ୍ନ ଭୋଜନ ମେନୁ ଚାର୍ଟରେ ଶିକ୍ଷକ ଓ ଛାତ୍ରଛାତ୍ରୀଙ୍କ ମଧ୍ୟରେ ପ୍ରଭେଦ ଦୃଷ୍ଟିଗୋଚର ହୋଇଛି । ଏ ନେଇ ସ୍ଥାନୀୟ ଅଞ୍ଚଳରେ ଚର୍ଚ୍ଚା ହେଉଛି ।	[20, 1785, 316, 1887]
chicken-col2: ଆଲୋଚନାର ବିଷୟ ପାଲଟିଛି । ସଂପୃକ୍ତ ବିଦ୍ୟାଳୟର ପ୍ରଧାନଶିକ୍ଷକ ସପ୍ତାହକୁ ଦୁଇଥର ମାଛ ତରକାରୀ ପ୍ରସ୍ତୁତି କରାଉଥିବା ଜଣାପଡିଛି । ରୋଷେଇ ପାଇଁ ପ୍ରସ୍ତୁତି ହେଉଥିବା ମସଲାକୁ ଅର୍ଦ୍ଧେକ ଜଣେ ରୁଚିକର ଶିକ୍ଷକ ନିମନ୍ତେ ପ୍ରସ୍ତୁତ ତରକାରୀରେ ବ୍ୟବହାର ହେଉଥିବା ବେଳେ ଆଉ ଅର୍ଦ୍ଧେକ ୧୦୦ରୁ ଊର୍ଦ୍ଧ୍ବ ପିଲାଙ୍କ ନିମନ୍ତେ ପ୍ରସ୍ତୁତ ତରକାରୀ ସୁସ୍ୱାଦୁ ହୋଉପାରୁନଥାଇ ଅନେକ ଅଭିଯୋଗ ହେଉଛି ।	[323, 1547, 490, 1772]
chicken-col2b: ଶିକ୍ଷକ ଛାତ୍ରଛାତ୍ରୀଙ୍କ ନିମନ୍ତେ ପ୍ରସ୍ତୁତ ମଧ୍ୟାହ୍ନ ଭୋଜନ ପ୍ରଥମେ ଖାଇବା ପରେ ଛାତ୍ରଛାତ୍ରୀମାନେ ଖାଉଥିବା ବିଧି ଥିବା ବେଳେ ବେଳେ ଏହି ନିୟମ ପାଳନ ହେଉନାହିଁ ।	[323, 1854, 710, 1904]
logo-tagline: ଜଗତ ଓ ଜନତା ପାଇଁ ଜାଣନ୍ତୁ	[169, 43, 280, 55]
chicken-col3: ସମୟରେ ମାଛ ଓ ମାଂସ ଖାଉଥିବା ବେଳେ ଛାତ୍ରଛାତ୍ରୀ ଡାଲି ପରିବା ଖାଉଛନ୍ତି । ଯାହାକୁ ନେଇ ଅଭିଭାବକମାନେ କ୍ଷୋଭ ପ୍ରକାଶ କରିଛନ୍ତି । ଶିକ୍ଷକଙ୍କ ଏଭଳି ଆଚରଣ ଉପରେ ବିଭାଗୀୟ କାର୍ଯ୍ୟାନୁଷ୍ଠାନ ଦାବି କରାଯାଇଛି ।	[719, 1547, 915, 1649]
press-conference-photo	[323, 917, 737, 1071]
ramadevi-badge-line1: କରିତକର୍ମା	[1010, 2026, 1151, 2067]
admission-col1: ଭୁବନେଶ୍ୱର(ପରମେଶ୍ୱର ଦାଶ):- ଦଶମ ବା ହାଇସ୍କୁଲ ସାର୍ଟିଫିକେଟ୍ ପରୀକ୍ଷାରେ ଉତ୍ତୀର୍ଣ୍ଣ ହୋଇଥିବା ଛିନ୍ନି ଛାତ୍ରଛାତ୍ରୀ ପ୍ରଥମ ପର୍ଯ୍ୟାୟ ଇ-ଆଡ୍‌ମିଶନରେ ଯୋଗ ଦେଇପାରିନଥିବା ସେମାନଙ୍କ ପାଇଁ ଦ୍ୱିତୀୟ ପର୍ଯ୍ୟାୟ ଇ-ଆଡ୍‌ମିଶନ ପ୍ରକ୍ରିୟା ଆରମ୍ଭ ହେବ ।	[20, 650, 316, 734]
bjd-col2: ଯୁବ ନେତାମାନେ ନିଶାସକ୍ତ ଅବସ୍ଥାରେ ପ୍ରାପ୍ତ ଲାଞ୍ଛନା ରାଜ୍ୟର ଯୁବଗୋଷ୍ଠୀଙ୍କୁ ଅପମାନିତ କରୁଛି ବୋଲି ବିଜେପି କହିଛି । ରାଜ୍ୟ ଯୁବ ମୋର୍ଚ୍ଚା ସଭାପତି ଏହି ଘଟଣାରେ ତଦନ୍ତ ଦାବି କରିଛନ୍ତି ।	[746, 918, 926, 1020]
chicken-badge	[20, 1652, 307, 1778]
